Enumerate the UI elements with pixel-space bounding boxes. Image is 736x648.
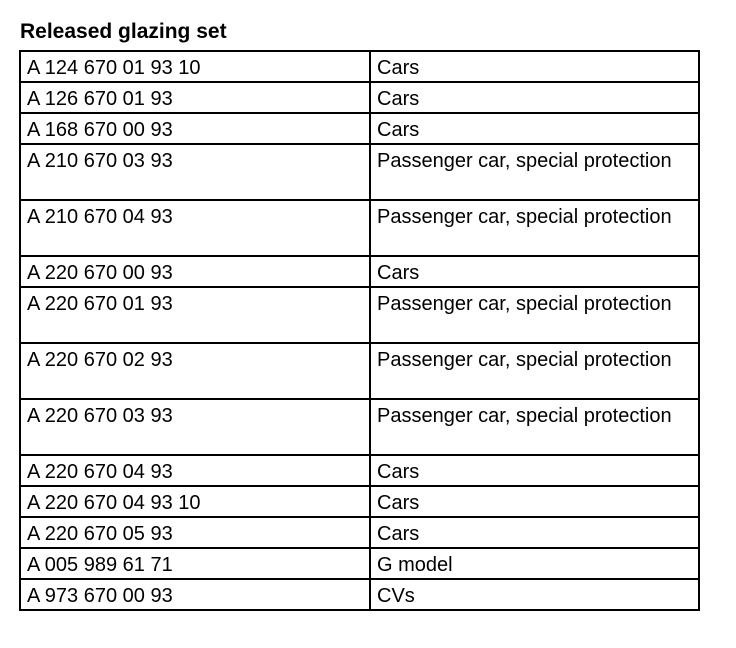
part-number-cell: A 210 670 04 93 (20, 200, 370, 256)
table-row (20, 82, 699, 113)
table-row (20, 343, 699, 399)
part-number-cell: A 220 670 04 93 (20, 455, 370, 486)
vehicle-type-cell: CVs (370, 579, 699, 610)
part-number-cell: A 210 670 03 93 (20, 144, 370, 200)
table-row (20, 486, 699, 517)
vehicle-type-cell: Passenger car, special protection (370, 200, 699, 256)
table-row (20, 548, 699, 579)
part-number-cell: A 220 670 03 93 (20, 399, 370, 455)
table-row (20, 256, 699, 287)
table-row (20, 200, 699, 256)
vehicle-type-cell: Passenger car, special protection (370, 399, 699, 455)
vehicle-type-cell: Passenger car, special protection (370, 144, 699, 200)
table-row (20, 287, 699, 343)
vehicle-type-cell: Cars (370, 82, 699, 113)
vehicle-type-cell: Cars (370, 51, 699, 82)
vehicle-type-cell: Passenger car, special protection (370, 287, 699, 343)
part-number-cell: A 973 670 00 93 (20, 579, 370, 610)
table-row (20, 399, 699, 455)
vehicle-type-cell: Cars (370, 113, 699, 144)
vehicle-type-cell: Cars (370, 517, 699, 548)
document-title: Released glazing set (20, 20, 227, 43)
part-number-cell: A 124 670 01 93 10 (20, 51, 370, 82)
table-row (20, 144, 699, 200)
part-number-cell: A 220 670 04 93 10 (20, 486, 370, 517)
table-row (20, 455, 699, 486)
table-row (20, 113, 699, 144)
vehicle-type-cell: Cars (370, 256, 699, 287)
part-number-cell: A 168 670 00 93 (20, 113, 370, 144)
part-number-cell: A 220 670 01 93 (20, 287, 370, 343)
vehicle-type-cell: Cars (370, 455, 699, 486)
part-number-cell: A 005 989 61 71 (20, 548, 370, 579)
vehicle-type-cell: G model (370, 548, 699, 579)
table-row (20, 517, 699, 548)
table-row (20, 51, 699, 82)
part-number-cell: A 220 670 00 93 (20, 256, 370, 287)
part-number-cell: A 220 670 02 93 (20, 343, 370, 399)
part-number-cell: A 126 670 01 93 (20, 82, 370, 113)
vehicle-type-cell: Cars (370, 486, 699, 517)
vehicle-type-cell: Passenger car, special protection (370, 343, 699, 399)
part-number-cell: A 220 670 05 93 (20, 517, 370, 548)
glazing-set-table (19, 50, 700, 611)
table-row (20, 579, 699, 610)
